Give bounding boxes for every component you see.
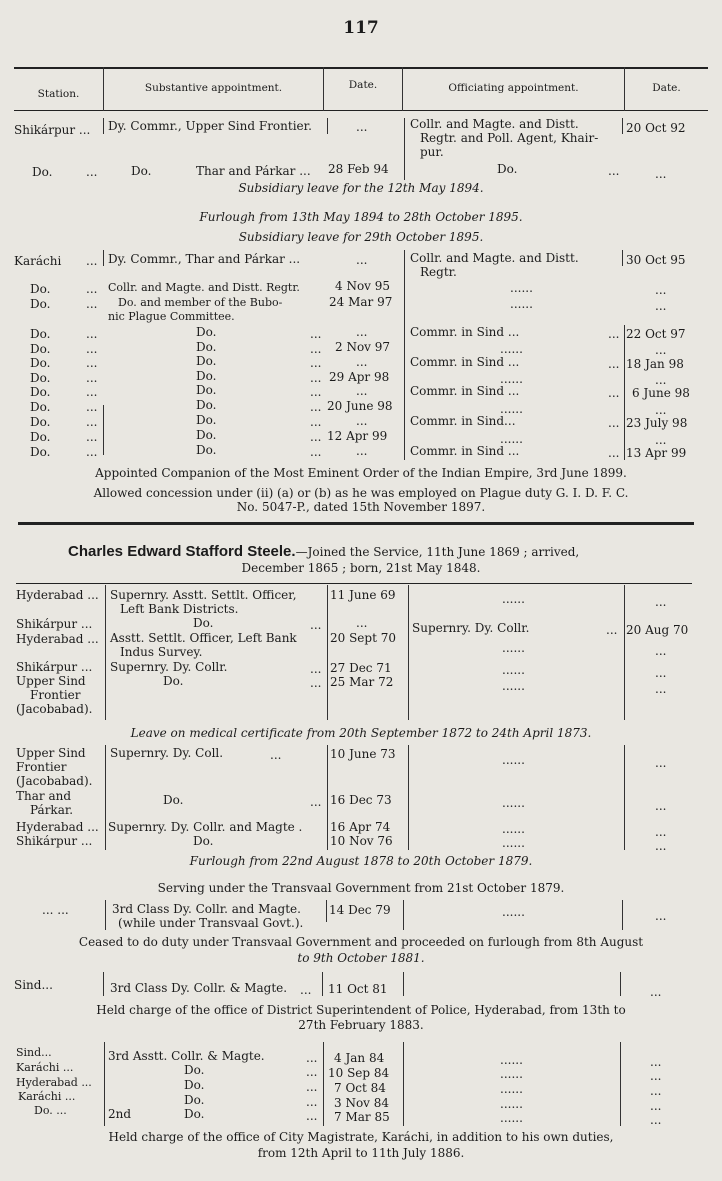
officiating-cell: Collr. and Magte. and Distt. — [410, 117, 579, 131]
date-cell: ... — [655, 167, 667, 181]
ceased-note-text: Ceased to do duty under Transvaal Government and proceeded on furlough from 8th August — [78, 935, 644, 949]
station-dots: ... — [86, 385, 98, 399]
column-rule — [322, 972, 323, 996]
date-cell: ... — [356, 616, 368, 630]
officiating-dots: ... — [608, 416, 620, 430]
column-rule — [327, 118, 328, 134]
substantive-cell: Do. — [184, 1093, 205, 1107]
officiating-cell: Do. — [497, 162, 518, 176]
officiating-cell: Regtr. — [420, 265, 457, 279]
officiating-cell: ...... — [502, 836, 525, 850]
substantive-cell: (while under Transvaal Govt.). — [118, 916, 304, 930]
date-cell: ... — [650, 1055, 662, 1069]
substantive-cell: Supernry. Asstt. Settlt. Officer, — [110, 588, 297, 602]
date-cell: ... — [356, 253, 368, 267]
date-cell: ... — [356, 325, 368, 339]
substantive-dots: ... — [306, 1109, 318, 1123]
date-cell: 10 June 73 — [330, 747, 396, 761]
substantive-dots: ... — [310, 400, 322, 414]
substantive-cell: Do. and member of the Bubo- — [118, 296, 283, 309]
date-cell: ... — [650, 985, 662, 999]
officer-intro-text: —Joined the Service, 11th June 1869 ; arrived, — [295, 545, 580, 559]
station-cell: Do. — [30, 282, 51, 296]
officiating-dots: ... — [608, 446, 620, 460]
substantive-cell: Do. — [196, 383, 217, 397]
station-cell: Do. — [30, 371, 51, 385]
date-cell: 27 Dec 71 — [330, 661, 392, 675]
held-charge-note: Held charge of the office of City Magistrate, Karáchi, in addition to his own duties, — [108, 1130, 614, 1144]
note-concession: No. 5047-P., dated 15th November 1897. — [236, 500, 486, 514]
date-cell: ... — [655, 595, 667, 609]
substantive-dots: ... — [310, 795, 322, 809]
date-cell: ... — [655, 433, 667, 447]
substantive-dots: ... — [310, 662, 322, 676]
note-concession: Allowed concession under (ii) (a) or (b) as he was employed on Plague duty G. I. D. F. C. — [93, 486, 629, 500]
note-companion: Appointed Companion of the Most Eminent Order of the Indian Empire, 3rd June 1899. — [95, 466, 627, 480]
station-cell: Karáchi ... — [18, 1090, 76, 1103]
substantive-cell: 3rd Class Dy. Collr. and Magte. — [112, 902, 301, 916]
date-cell: 22 Oct 97 — [626, 327, 686, 341]
officiating-cell: ...... — [500, 342, 523, 356]
date-cell: ... — [650, 1113, 662, 1127]
substantive-dots: ... — [310, 371, 322, 385]
substantive-dots: ... — [310, 385, 322, 399]
officiating-cell: ...... — [502, 753, 525, 767]
station-cell: Do. ... — [34, 1104, 67, 1117]
date-cell: ... — [356, 414, 368, 428]
station-dots: ... — [86, 165, 98, 179]
station-cell: Upper Sind — [16, 746, 86, 760]
substantive-dots: ... — [270, 748, 282, 762]
date-cell: 20 June 98 — [327, 399, 393, 413]
station-dots: ... — [86, 371, 98, 385]
date-cell: 2 Nov 97 — [335, 340, 391, 354]
date-cell: ... — [650, 1099, 662, 1113]
column-rule — [624, 585, 625, 720]
officiating-cell: pur. — [420, 145, 444, 159]
date-cell: 20 Aug 70 — [626, 623, 689, 637]
substantive-cell: Do. — [196, 398, 217, 412]
station-dots: ... — [86, 254, 98, 268]
column-rule — [404, 118, 405, 180]
column-rule — [105, 585, 106, 720]
substantive-dots: ... — [300, 983, 312, 997]
date-cell: 24 Mar 97 — [329, 295, 393, 309]
substantive-dots: ... — [310, 430, 322, 444]
officer-intro-text: December 1865 ; born, 21st May 1848. — [241, 561, 481, 575]
substantive-cell: Do. — [193, 616, 214, 630]
col-header-officiating: Officiating appointment. — [448, 82, 579, 94]
date-cell: 30 Oct 95 — [626, 253, 686, 267]
date-cell: ... — [655, 839, 667, 853]
station-dots: ... — [86, 430, 98, 444]
held-charge-note: 27th February 1883. — [298, 1018, 424, 1032]
station-cell: (Jacobabad). — [16, 774, 93, 788]
station-dots: ... — [86, 327, 98, 341]
col-header-date: Date. — [652, 82, 681, 94]
column-rule — [105, 745, 106, 850]
officiating-cell: ...... — [500, 402, 523, 416]
officiating-cell: Commr. in Sind ... — [410, 355, 520, 369]
column-rule — [104, 1042, 105, 1126]
substantive-cell: Do. — [184, 1078, 205, 1092]
col-header-substantive: Substantive appointment. — [144, 82, 283, 94]
substantive-cell: Do. — [196, 354, 217, 368]
substantive-cell: Left Bank Districts. — [120, 602, 239, 616]
station-cell: Hyderabad ... — [16, 820, 99, 834]
substantive-cell: 3rd Asstt. Collr. & Magte. — [108, 1049, 265, 1063]
column-rule — [404, 250, 405, 460]
service-note: Serving under the Transvaal Government from 21st October 1879. — [157, 881, 565, 895]
date-cell: 20 Oct 92 — [626, 121, 686, 135]
date-cell: ... — [356, 355, 368, 369]
column-rule — [624, 325, 625, 460]
substantive-cell: Thar and Párkar ... — [196, 164, 311, 178]
officiating-cell: Collr. and Magte. and Distt. — [410, 251, 579, 265]
substantive-dots: ... — [310, 342, 322, 356]
officiating-cell: Supernry. Dy. Collr. — [412, 621, 530, 635]
substantive-prefix: 2nd — [108, 1107, 132, 1121]
column-rule — [408, 585, 409, 720]
substantive-dots: ... — [306, 1080, 318, 1094]
officiating-cell: ...... — [502, 641, 525, 655]
date-cell: 4 Nov 95 — [335, 279, 391, 293]
date-cell: 10 Sep 84 — [328, 1066, 390, 1080]
substantive-cell: Supernry. Dy. Coll. — [110, 746, 224, 760]
date-cell: 10 Nov 76 — [330, 834, 393, 848]
station-cell: Do. — [30, 327, 51, 341]
officiating-cell: ...... — [502, 822, 525, 836]
substantive-cell: Dy. Commr., Upper Sind Frontier. — [108, 119, 312, 133]
substantive-cell: Do. — [196, 413, 217, 427]
date-cell: ... — [655, 644, 667, 658]
substantive-dots: ... — [310, 676, 322, 690]
station-cell: Shikárpur ... — [14, 123, 91, 137]
station-dots: ... — [86, 282, 98, 296]
column-rule — [327, 745, 328, 850]
officiating-cell: ...... — [502, 905, 525, 919]
officiating-cell: ...... — [510, 297, 533, 311]
furlough-note: Furlough from 13th May 1894 to 28th October 1895. — [199, 210, 523, 224]
officiating-cell: ...... — [500, 1082, 523, 1096]
station-dots: ... — [86, 297, 98, 311]
substantive-cell: Do. — [184, 1107, 205, 1121]
substantive-dots: ... — [306, 1051, 318, 1065]
officer-intro — [68, 545, 579, 559]
date-cell: ... — [655, 283, 667, 297]
officiating-cell: ...... — [502, 679, 525, 693]
held-charge-note: from 12th April to 11th July 1886. — [257, 1146, 465, 1160]
substantive-cell: Do. — [163, 793, 184, 807]
station-cell: Do. — [30, 297, 51, 311]
substantive-cell: Do. — [196, 325, 217, 339]
station-cell: Hyderabad ... — [16, 588, 99, 602]
officiating-cell: ...... — [502, 663, 525, 677]
date-cell: 16 Apr 74 — [330, 820, 391, 834]
column-rule — [622, 118, 623, 134]
station-cell: Do. — [30, 415, 51, 429]
substantive-cell: Supernry. Dy. Collr. and Magte . — [108, 820, 303, 834]
station-cell: Do. — [32, 165, 53, 179]
date-cell: 7 Oct 84 — [334, 1081, 386, 1095]
date-cell: 6 June 98 — [632, 386, 690, 400]
column-rule — [103, 250, 104, 266]
officiating-cell: Commr. in Sind... — [410, 414, 516, 428]
substantive-cell: Do. — [184, 1063, 205, 1077]
station-cell: Do. — [30, 385, 51, 399]
officiating-cell: ...... — [502, 592, 525, 606]
held-charge-note: Held charge of the office of District Superintendent of Police, Hyderabad, from 13th to — [96, 1003, 626, 1017]
station-cell: Hyderabad ... — [16, 1076, 92, 1089]
col-header-date: Date. — [348, 79, 378, 91]
table-rule — [16, 583, 692, 584]
ceased-note-text: to 9th October 1881. — [297, 951, 425, 965]
date-cell: ... — [655, 682, 667, 696]
page-number: 117 — [343, 18, 379, 38]
station-cell: Shikárpur ... — [16, 660, 93, 674]
officiating-cell: ...... — [500, 1111, 523, 1125]
officiating-cell: ...... — [500, 1053, 523, 1067]
column-rule — [103, 972, 104, 996]
substantive-dots: ... — [310, 356, 322, 370]
date-cell: ... — [655, 343, 667, 357]
column-rule — [622, 900, 623, 930]
substantive-cell: Collr. and Magte. and Distt. Regtr. — [108, 281, 300, 294]
column-rule — [620, 972, 621, 996]
date-cell: ... — [356, 444, 368, 458]
date-cell: 25 Mar 72 — [330, 675, 394, 689]
column-rule — [103, 405, 104, 455]
column-rule — [103, 118, 104, 134]
header-bottom-rule — [14, 110, 708, 111]
substantive-dots: ... — [310, 415, 322, 429]
officiating-cell: ...... — [500, 432, 523, 446]
column-rule — [327, 585, 328, 720]
station-cell: Karáchi — [14, 254, 62, 268]
station-cell: Shikárpur ... — [16, 617, 93, 631]
column-rule — [620, 1042, 621, 1126]
substantive-cell: Dy. Commr., Thar and Párkar ... — [108, 252, 301, 266]
station-cell: Do. — [30, 400, 51, 414]
date-cell: ... — [655, 909, 667, 923]
ceased-note — [0, 936, 722, 949]
column-rule — [408, 745, 409, 850]
section-divider — [18, 522, 694, 525]
substantive-cell: Do. — [196, 428, 217, 442]
officiating-dots: ... — [608, 386, 620, 400]
column-rule — [622, 250, 623, 266]
substantive-cell: Do. — [193, 834, 214, 848]
substantive-cell: Do. — [196, 340, 217, 354]
date-cell: 11 June 69 — [330, 588, 396, 602]
substantive-dots: ... — [306, 1065, 318, 1079]
substantive-cell: Do. — [163, 674, 184, 688]
station-cell: (Jacobabad). — [16, 702, 93, 716]
station-cell: Do. — [30, 356, 51, 370]
officiating-cell: Commr. in Sind ... — [410, 325, 520, 339]
officiating-dots: ... — [606, 623, 618, 637]
column-rule — [624, 745, 625, 850]
date-cell: ... — [650, 1069, 662, 1083]
officiating-dots: ... — [608, 357, 620, 371]
officiating-dots: ... — [608, 164, 620, 178]
station-cell: Hyderabad ... — [16, 632, 99, 646]
date-cell: 28 Feb 94 — [328, 162, 389, 176]
col-header-station: Station. — [37, 88, 80, 100]
substantive-dots: ... — [310, 445, 322, 459]
substantive-cell: Asstt. Settlt. Officer, Left Bank — [110, 631, 297, 645]
station-cell: Sind... — [16, 1046, 52, 1059]
date-cell: 13 Apr 99 — [626, 446, 687, 460]
officiating-cell: ...... — [502, 796, 525, 810]
furlough-note: Furlough from 22nd August 1878 to 20th October 1879. — [189, 854, 533, 868]
officiating-cell: Commr. in Sind ... — [410, 444, 520, 458]
station-cell: Frontier — [30, 688, 81, 702]
date-cell: ... — [655, 299, 667, 313]
officiating-cell: ...... — [500, 1067, 523, 1081]
date-cell: 3 Nov 84 — [334, 1096, 390, 1110]
substantive-cell: Do. — [196, 443, 217, 457]
date-cell: 12 Apr 99 — [327, 429, 388, 443]
station-cell: Upper Sind — [16, 674, 86, 688]
station-cell: Shikárpur ... — [16, 834, 93, 848]
leave-note: Subsidiary leave for the 12th May 1894. — [238, 181, 484, 195]
station-dots: ... — [86, 445, 98, 459]
date-cell: ... — [655, 799, 667, 813]
station-dots: ... — [86, 342, 98, 356]
officiating-cell: ...... — [500, 1097, 523, 1111]
date-cell: ... — [356, 120, 368, 134]
date-cell: ... — [655, 373, 667, 387]
date-cell: ... — [655, 756, 667, 770]
station-dots: ... — [86, 356, 98, 370]
date-cell: ... — [655, 403, 667, 417]
station-cell: Do. — [30, 342, 51, 356]
substantive-cell: nic Plague Committee. — [108, 310, 235, 323]
substantive-cell: Supernry. Dy. Collr. — [110, 660, 228, 674]
substantive-dots: ... — [310, 618, 322, 632]
date-cell: 14 Dec 79 — [329, 903, 391, 917]
column-rule — [105, 900, 106, 930]
column-rule — [403, 900, 404, 930]
date-cell: 11 Oct 81 — [328, 982, 388, 996]
date-cell: 4 Jan 84 — [334, 1051, 385, 1065]
column-rule — [323, 1042, 324, 1126]
station-cell: Thar and — [16, 789, 72, 803]
leave-note: Leave on medical certificate from 20th September 1872 to 24th April 1873. — [130, 726, 592, 740]
officer-name: Charles Edward Stafford Steele. — [68, 543, 296, 560]
officiating-dots: ... — [608, 327, 620, 341]
date-cell: ... — [655, 825, 667, 839]
column-rule — [403, 1042, 404, 1126]
substantive-dots: ... — [310, 327, 322, 341]
date-cell: ... — [650, 1084, 662, 1098]
substantive-cell: Do. — [131, 164, 152, 178]
station-dots: ... — [86, 415, 98, 429]
column-rule — [326, 900, 327, 922]
date-cell: 16 Dec 73 — [330, 793, 392, 807]
station-cell: Sind... — [14, 978, 53, 992]
station-cell: Karáchi ... — [16, 1061, 74, 1074]
substantive-dots: ... — [306, 1095, 318, 1109]
station-cell: Párkar. — [30, 803, 74, 817]
date-cell: 7 Mar 85 — [334, 1110, 390, 1124]
date-cell: ... — [356, 384, 368, 398]
station-cell: Do. — [30, 430, 51, 444]
header-top-rule — [14, 67, 708, 69]
station-cell: Frontier — [16, 760, 67, 774]
substantive-cell: 3rd Class Dy. Collr. & Magte. — [110, 981, 288, 995]
date-cell: 23 July 98 — [626, 416, 688, 430]
substantive-cell: Indus Survey. — [120, 645, 203, 659]
date-cell: ... — [655, 666, 667, 680]
station-dots: ... — [86, 400, 98, 414]
leave-note: Subsidiary leave for 29th October 1895. — [238, 230, 484, 244]
date-cell: 18 Jan 98 — [626, 357, 684, 371]
officiating-cell: Regtr. and Poll. Agent, Khair- — [420, 131, 599, 145]
station-cell: Do. — [30, 445, 51, 459]
substantive-cell: Do. — [196, 369, 217, 383]
column-rule — [403, 972, 404, 996]
officiating-cell: ...... — [510, 281, 533, 295]
station-cell: ... ... — [42, 903, 69, 917]
date-cell: 20 Sept 70 — [330, 631, 396, 645]
officiating-cell: ...... — [500, 372, 523, 386]
officiating-cell: Commr. in Sind ... — [410, 384, 520, 398]
date-cell: 29 Apr 98 — [329, 370, 390, 384]
